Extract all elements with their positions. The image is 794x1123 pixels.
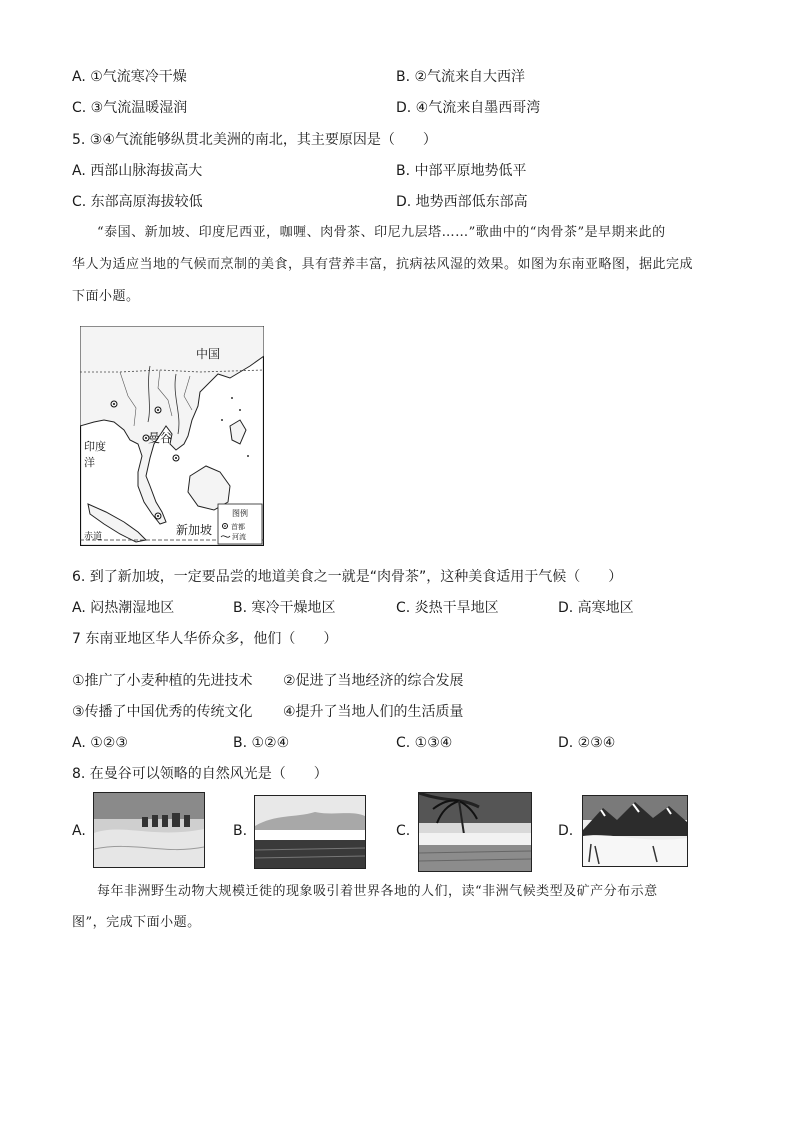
label-indian-ocean-1: 印度 (84, 440, 106, 453)
label-china: 中国 (196, 347, 221, 361)
label-bangkok: 曼谷 (148, 431, 173, 445)
passage1-line1: “泰国、新加坡、印度尼西亚，咖喱、肉骨茶、印尼九层塔……”歌曲中的“肉骨茶”是早期来此的 (97, 225, 666, 240)
q8-stem: 8. 在曼谷可以领略的自然风光是（ ） (72, 766, 328, 782)
q4-option-d: D. ④气流来自墨西哥湾 (396, 100, 541, 116)
q4-option-c: C. ③气流温暖湿润 (72, 100, 188, 116)
label-indian-ocean-2: 洋 (84, 456, 95, 469)
legend-capital: 首都 (231, 523, 245, 531)
q8-option-b-label: B. (233, 823, 248, 839)
passage1-line3: 下面小题。 (72, 289, 140, 304)
q8-option-d-label: D. (558, 823, 574, 839)
q8-option-c-label: C. (396, 823, 411, 839)
photo-tropical-beach (418, 792, 532, 872)
q7-option-b: B. ①②④ (233, 735, 290, 751)
q7-statement-2: ②促进了当地经济的综合发展 (283, 673, 464, 689)
q4-option-b: B. ②气流来自大西洋 (396, 69, 526, 85)
q6-option-d: D. 高寒地区 (558, 600, 634, 616)
passage2-line1: 每年非洲野生动物大规模迁徙的现象吸引着世界各地的人们，读“非洲气候类型及矿产分布示意 (97, 884, 658, 899)
q7-option-a: A. ①②③ (72, 735, 128, 751)
label-equator: 赤道 (84, 532, 103, 542)
label-singapore: 新加坡 (176, 523, 213, 537)
q8-option-a-label: A. (72, 823, 86, 839)
q5-option-c: C. 东部高原海拔较低 (72, 194, 203, 210)
q6-stem: 6. 到了新加坡，一定要品尝的地道美食之一就是“肉骨茶”，这种美食适用于气候（ ） (72, 569, 623, 585)
q7-statement-3: ③传播了中国优秀的传统文化 (72, 704, 253, 720)
q6-option-b: B. 寒冷干燥地区 (233, 600, 336, 616)
passage2-line2: 图”，完成下面小题。 (72, 915, 201, 930)
legend-title: 图例 (232, 509, 248, 518)
q6-option-c: C. 炎热干旱地区 (396, 600, 499, 616)
q7-statement-4: ④提升了当地人们的生活质量 (283, 704, 464, 720)
q7-option-c: C. ①③④ (396, 735, 453, 751)
q5-option-a: A. 西部山脉海拔高大 (72, 163, 203, 179)
legend-river: 河流 (232, 533, 246, 541)
q7-option-d: D. ②③④ (558, 735, 616, 751)
photo-snow-mountain (582, 795, 688, 867)
map-legend (218, 504, 262, 544)
q7-stem: 7 东南亚地区华人华侨众多，他们（ ） (72, 631, 338, 647)
q6-option-a: A. 闷热潮湿地区 (72, 600, 175, 616)
q7-statement-1: ①推广了小麦种植的先进技术 (72, 673, 253, 689)
q5-option-d: D. 地势西部低东部高 (396, 194, 528, 210)
southeast-asia-map (80, 326, 264, 546)
photo-desert-camels (93, 792, 205, 868)
passage1-line2: 华人为适应当地的气候而烹制的美食，具有营养丰富，抗病祛风湿的效果。如图为东南亚略图，据此完成 (72, 257, 694, 272)
q4-option-a: A. ①气流寒冷干燥 (72, 69, 187, 85)
q5-option-b: B. 中部平原地势低平 (396, 163, 527, 179)
q5-stem: 5. ③④气流能够纵贯北美洲的南北，其主要原因是（ ） (72, 132, 437, 148)
photo-grassland (254, 795, 366, 869)
